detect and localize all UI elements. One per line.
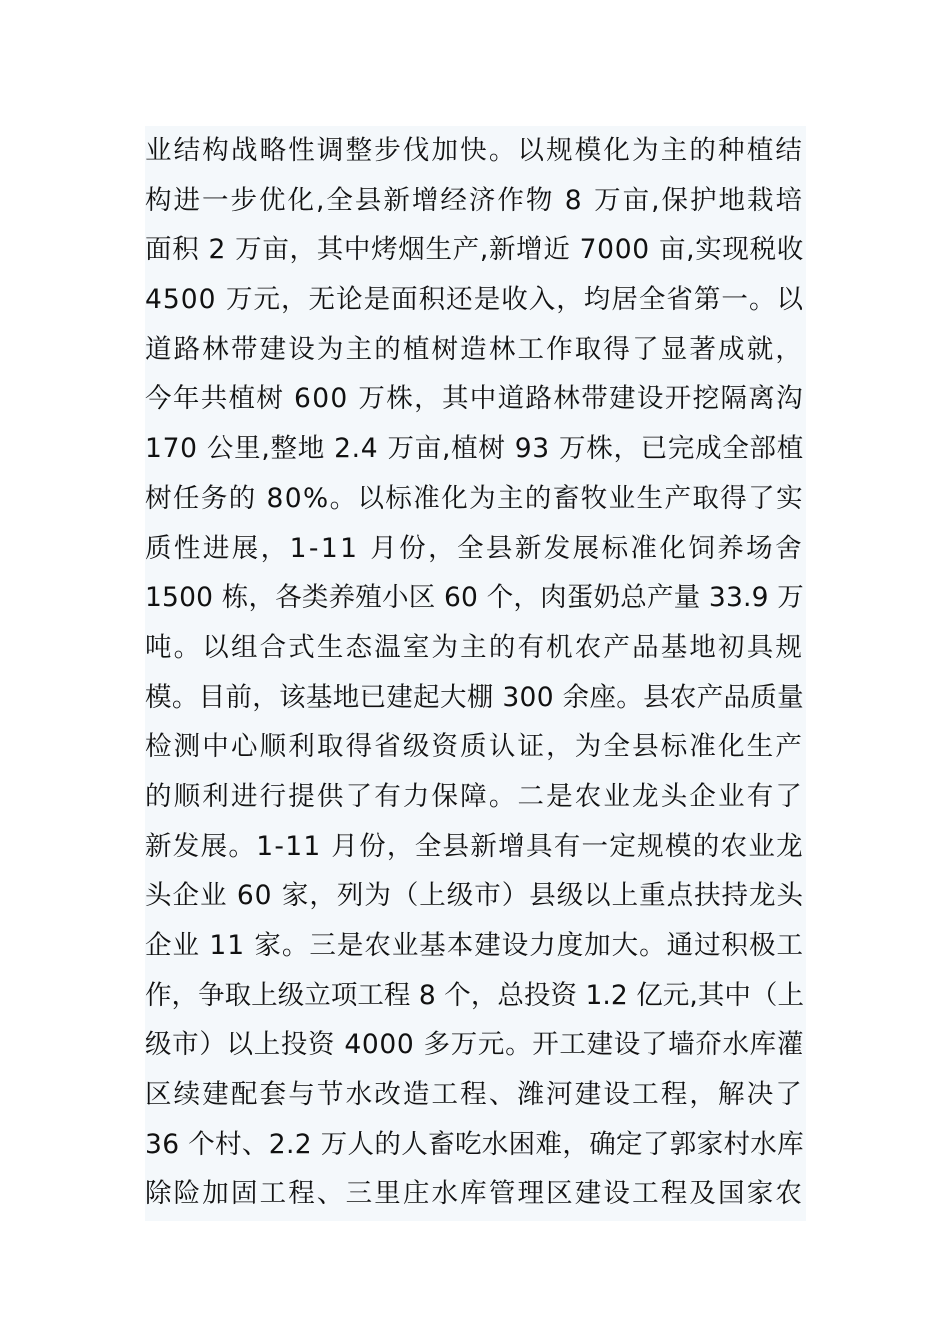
text-line: 新发展。1-11 月份，全县新增具有一定规模的农业龙	[145, 830, 804, 862]
text-line: 模。目前，该基地已建起大棚 300 余座。县农产品质量	[145, 681, 804, 713]
text-line: 除险加固工程、三里庄水库管理区建设工程及国家农	[145, 1178, 804, 1210]
text-line: 树任务的 80%。以标准化为主的畜牧业生产取得了实	[145, 482, 804, 514]
body-text	[145, 126, 806, 1221]
text-line: 道路林带建设为主的植树造林工作取得了显著成就，	[145, 333, 804, 365]
text-line: 1500 栋，各类养殖小区 60 个，肉蛋奶总产量 33.9 万	[145, 582, 804, 614]
text-line: 业结构战略性调整步伐加快。以规模化为主的种植结	[145, 135, 804, 166]
text-line: 36 个村、2.2 万人的人畜吃水困难，确定了郭家村水库	[145, 1128, 804, 1160]
text-line: 头企业 60 家，列为（上级市）县级以上重点扶持龙头	[145, 880, 804, 912]
text-line: 吨。以组合式生态温室为主的有机农产品基地初具规	[145, 631, 804, 663]
text-line: 检测中心顺利取得省级资质认证，为全县标准化生产	[145, 731, 804, 763]
text-line: 4500 万元，无论是面积还是收入，均居全省第一。以	[145, 284, 804, 316]
text-line: 级市）以上投资 4000 多万元。开工建设了墙夼水库灌	[145, 1029, 804, 1061]
text-line: 作，争取上级立项工程 8 个，总投资 1.2 亿元,其中（上	[145, 979, 804, 1011]
text-line: 构进一步优化,全县新增经济作物 8 万亩,保护地栽培	[145, 184, 804, 216]
text-line: 170 公里,整地 2.4 万亩,植树 93 万株，已完成全部植	[145, 433, 804, 465]
text-line: 企业 11 家。三是农业基本建设力度加大。通过积极工	[145, 930, 804, 961]
text-line: 的顺利进行提供了有力保障。二是农业龙头企业有了	[145, 780, 804, 812]
text-line: 质性进展，1-11 月份，全县新发展标准化饲养场舍	[145, 532, 804, 564]
text-line: 今年共植树 600 万株，其中道路林带建设开挖隔离沟	[145, 383, 804, 415]
text-line: 区续建配套与节水改造工程、潍河建设工程，解决了	[145, 1079, 804, 1111]
text-line: 面积 2 万亩，其中烤烟生产,新增近 7000 亩,实现税收	[145, 234, 804, 266]
